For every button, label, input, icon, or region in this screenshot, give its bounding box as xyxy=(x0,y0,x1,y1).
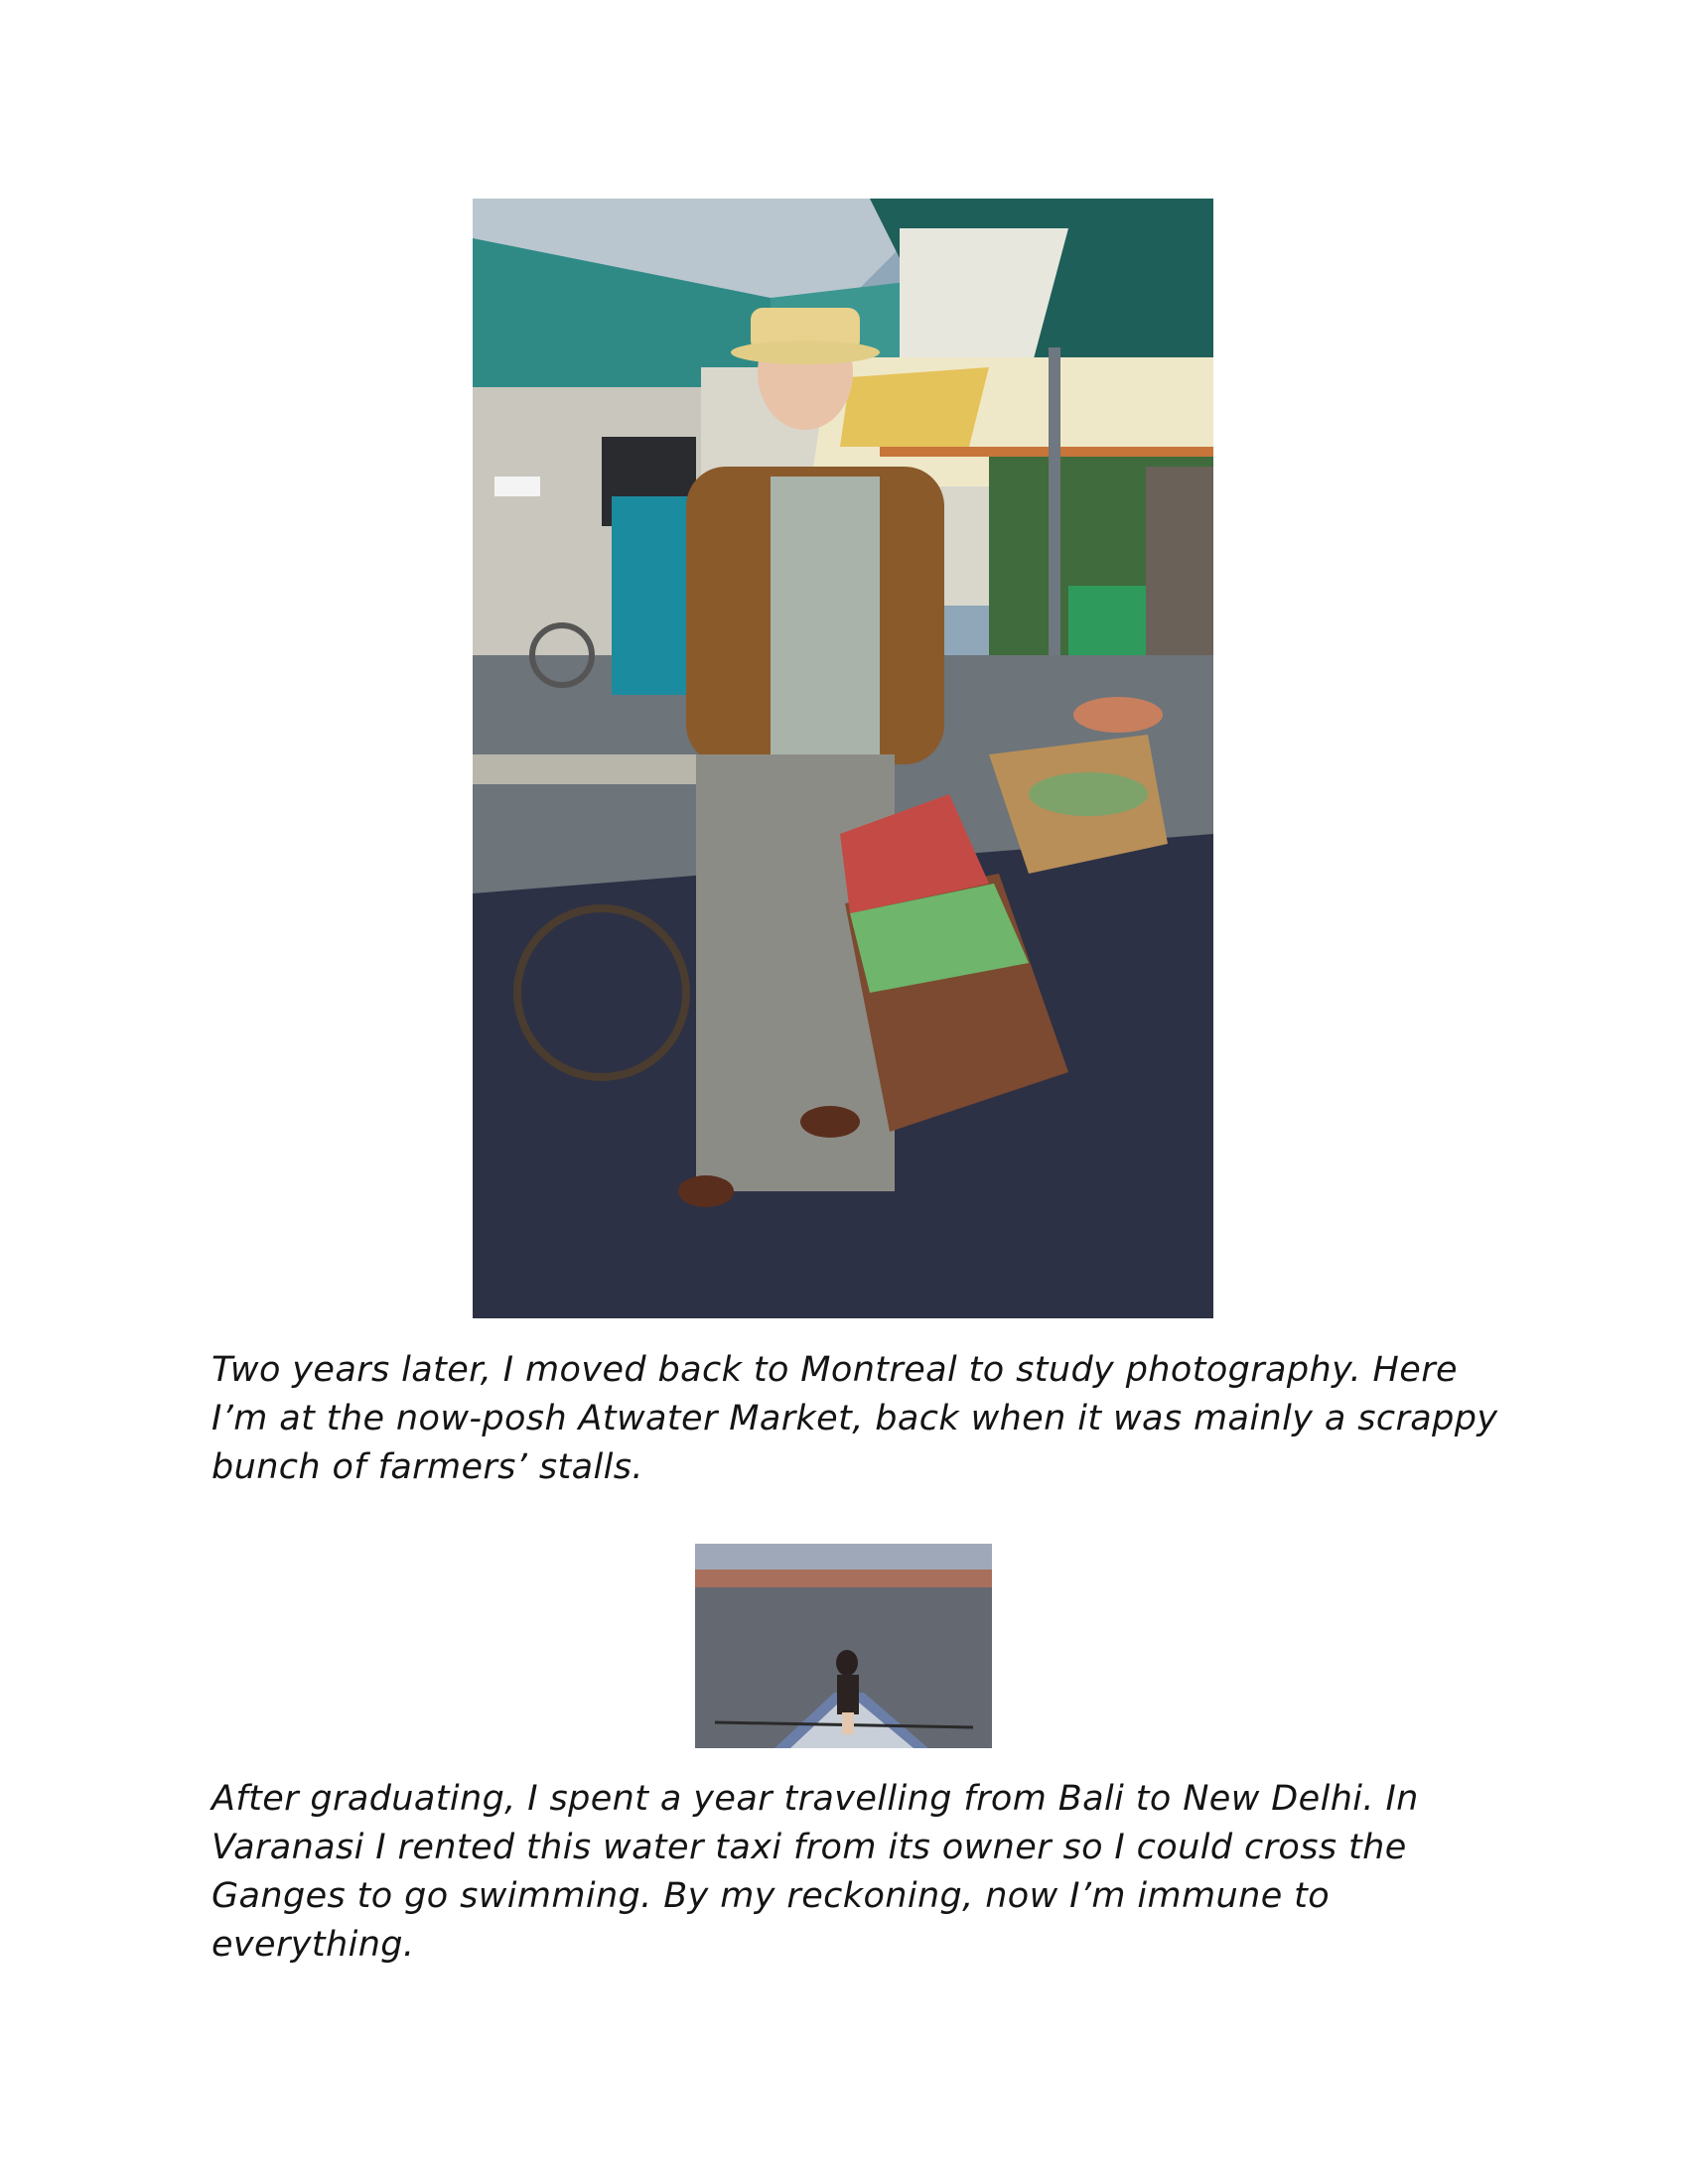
photo-caption: After graduating, I spent a year travelling from Bali to New Delhi. In Varanasi I rented this water taxi from its owner so I could cross the Ganges to go swimming. By my reckoning, now I’m immune to everything. xyxy=(211,1779,1419,1965)
river-boat-photo xyxy=(695,1544,992,1748)
photo-caption: Two years later, I moved back to Montreal to study photography. Here I’m at the now-posh Atwater Market, back when it was mainly a scrappy bunch of farmers’ stalls. xyxy=(211,1350,1498,1487)
market-portrait-photo xyxy=(473,199,1213,1318)
